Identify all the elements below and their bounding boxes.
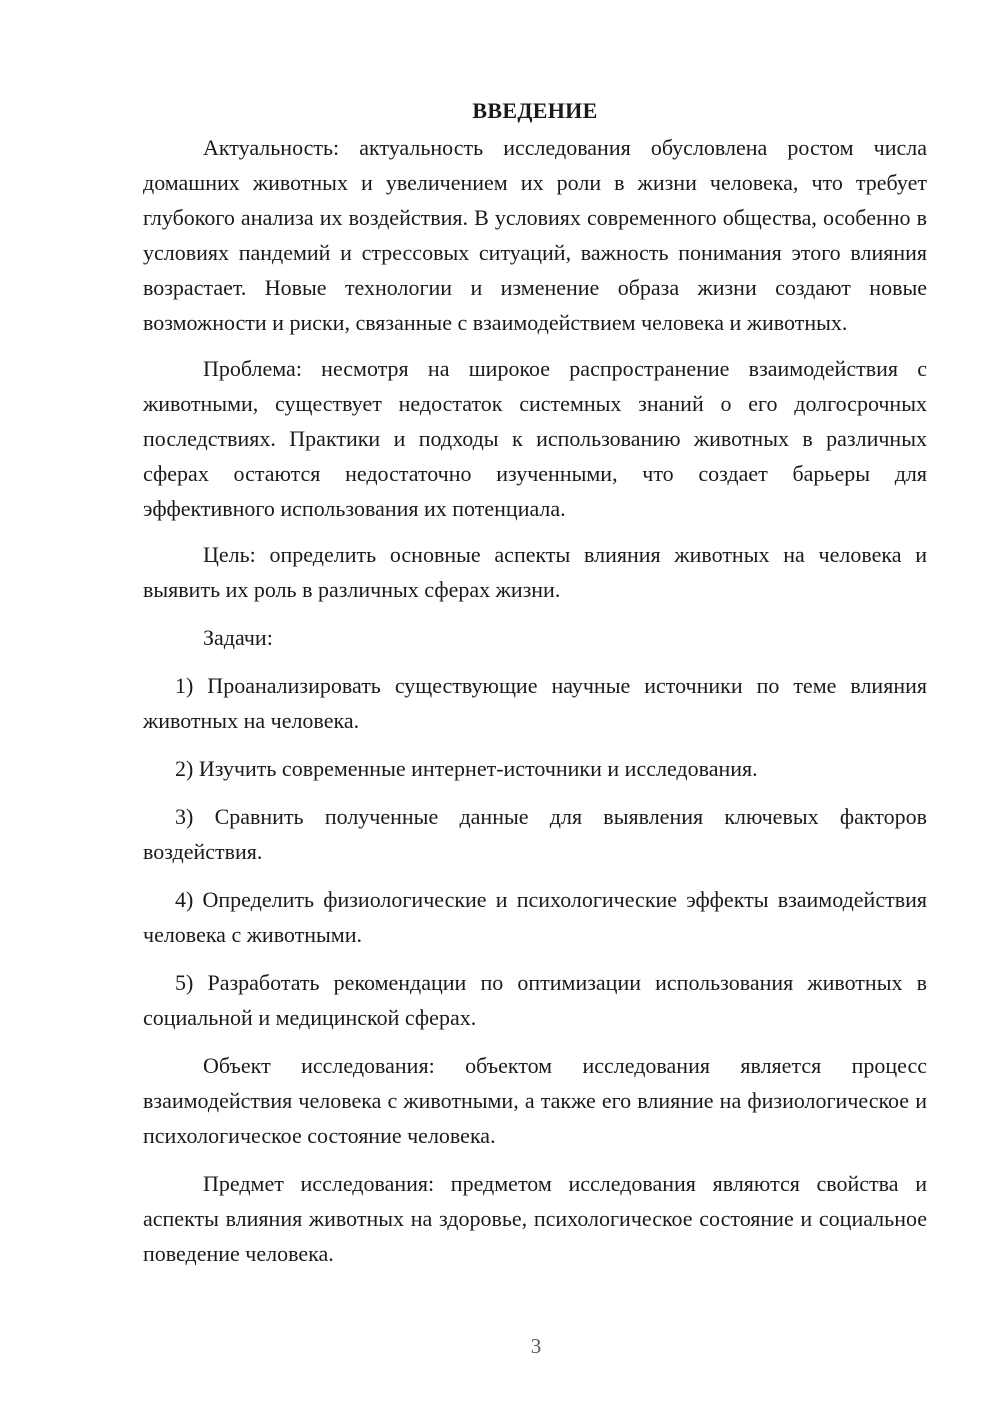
task-item-2: 2) Изучить современные интернет-источники и исследования. bbox=[175, 756, 758, 781]
paragraph-problem: Проблема: несмотря на широкое распространение взаимодействия с животными, существует недостаток системных знаний о его долгосрочных последствиях. Практики и подходы к использованию животных в различных сферах остаются недостаточно изученными, что создает барьеры для эффективного использования их потенциала. bbox=[143, 356, 927, 521]
paragraph-object: Объект исследования: объектом исследования является процесс взаимодействия человека с животными, а также его влияние на физиологическое и психологическое состояние человека. bbox=[143, 1053, 927, 1148]
task-item-4: 4) Определить физиологические и психологические эффекты взаимодействия человека с животными. bbox=[143, 887, 927, 947]
task-item-3: 3) Сравнить полученные данные для выявления ключевых факторов воздействия. bbox=[143, 804, 927, 864]
document-page bbox=[143, 93, 927, 1271]
paragraph-goal: Цель: определить основные аспекты влияния животных на человека и выявить их роль в различных сферах жизни. bbox=[143, 542, 927, 602]
paragraph-subject: Предмет исследования: предметом исследования являются свойства и аспекты влияния животных на здоровье, психологическое состояние и социальное поведение человека. bbox=[143, 1171, 927, 1266]
paragraph-relevance: Актуальность: актуальность исследования обусловлена ростом числа домашних животных и увеличением их роли в жизни человека, что требует глубокого анализа их воздействия. В условиях современного общества, особенно в условиях пандемий и стрессовых ситуаций, важность понимания этого влияния возрастает. Новые технологии и изменение образа жизни создают новые возможности и риски, связанные с взаимодействием человека и животных. bbox=[143, 135, 927, 335]
tasks-heading: Задачи: bbox=[203, 625, 273, 650]
page-number: 3 bbox=[530, 1334, 542, 1358]
page-title: ВВЕДЕНИЕ bbox=[472, 98, 598, 123]
task-item-5: 5) Разработать рекомендации по оптимизации использования животных в социальной и медицинской сферах. bbox=[143, 970, 927, 1030]
task-item-1: 1) Проанализировать существующие научные источники по теме влияния животных на человека. bbox=[143, 673, 927, 733]
